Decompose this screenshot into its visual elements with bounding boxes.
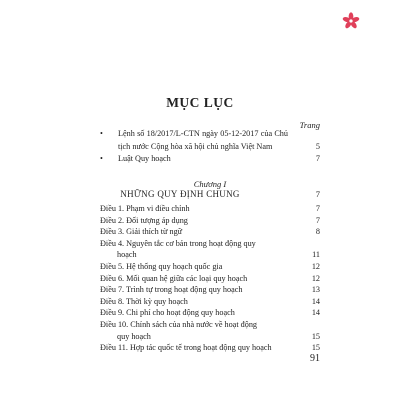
toc-entry-text: Điều 3. Giải thích từ ngữ [100, 227, 183, 237]
toc-entry-text: Điều 9. Chi phí cho hoạt động quy hoạch [100, 308, 235, 318]
toc-entry-text: Điều 7. Trình tự trong hoạt động quy hoạch [100, 285, 243, 295]
toc-entry-text: Điều 6. Mối quan hệ giữa các loại quy hoạch [100, 273, 248, 283]
toc-entry-text: Điều 5. Hệ thống quy hoạch quốc gia [100, 261, 223, 271]
toc-entry-text: Điều 4. Nguyên tắc cơ bản trong hoạt động quy [100, 238, 256, 248]
toc-entry-page: 15 [311, 331, 320, 341]
toc-entry [100, 307, 320, 319]
chapter-title: NHỮNG QUY ĐỊNH CHUNG [120, 189, 240, 199]
toc-entry [100, 226, 320, 238]
toc-entry-text: Điều 2. Đối tượng áp dụng [100, 215, 188, 225]
page-column-label: Trang [299, 120, 320, 130]
bullet-marker: • [100, 129, 103, 138]
toc-entry-text: Điều 11. Hợp tác quốc tế trong hoạt động quy hoạch [100, 343, 272, 353]
toc-entry-page: 12 [311, 261, 320, 271]
toc-entry-text: Điều 1. Phạm vi điều chỉnh [100, 204, 190, 213]
toc-entry [100, 296, 320, 308]
toc-entry-continuation: quy hoạch [117, 331, 151, 341]
toc-entry [100, 273, 320, 285]
toc-entry [100, 261, 320, 273]
bullet-page: 7 [315, 154, 320, 163]
page-title: MỤC LỤC [166, 95, 234, 110]
flower-ornament-icon [342, 12, 360, 30]
toc-entry-page: 15 [311, 343, 320, 353]
toc-entry-page: 8 [315, 227, 320, 237]
toc-entry-list [100, 203, 320, 354]
bullet-text: Lệnh số 18/2017/L-CTN ngày 05-12-2017 của Chủ tịch nước Cộng hòa xã hội chủ nghĩa Việt Nam [118, 129, 288, 151]
toc-entry [100, 342, 320, 354]
toc-entry [100, 238, 320, 261]
toc-entry-page: 14 [311, 308, 320, 318]
bullet-item [100, 128, 320, 153]
toc-entry [100, 284, 320, 296]
chapter-label: Chương I [193, 179, 227, 189]
toc-entry-page: 14 [311, 296, 320, 306]
toc-entry [100, 319, 320, 342]
toc-entry-text: Điều 10. Chính sách của nhà nước về hoạt động [100, 319, 258, 329]
toc-entry-page: 7 [315, 204, 320, 213]
bullet-page: 5 [315, 141, 320, 151]
bullet-item [100, 153, 320, 166]
toc-entry [100, 203, 320, 215]
toc-entry-page: 11 [312, 250, 320, 260]
toc-entry [100, 215, 320, 227]
page-number: 91 [310, 353, 320, 364]
chapter-page: 7 [315, 189, 320, 199]
toc-entry-page: 12 [311, 273, 320, 283]
bullet-text: Luật Quy hoạch [118, 154, 171, 163]
toc-entry-page: 13 [311, 285, 320, 295]
toc-entry-page: 7 [315, 215, 320, 225]
toc-entry-continuation: hoạch [117, 250, 137, 260]
toc-entry-text: Điều 8. Thời kỳ quy hoạch [100, 296, 188, 306]
bullet-marker: • [100, 154, 103, 163]
bullet-list [100, 128, 320, 166]
